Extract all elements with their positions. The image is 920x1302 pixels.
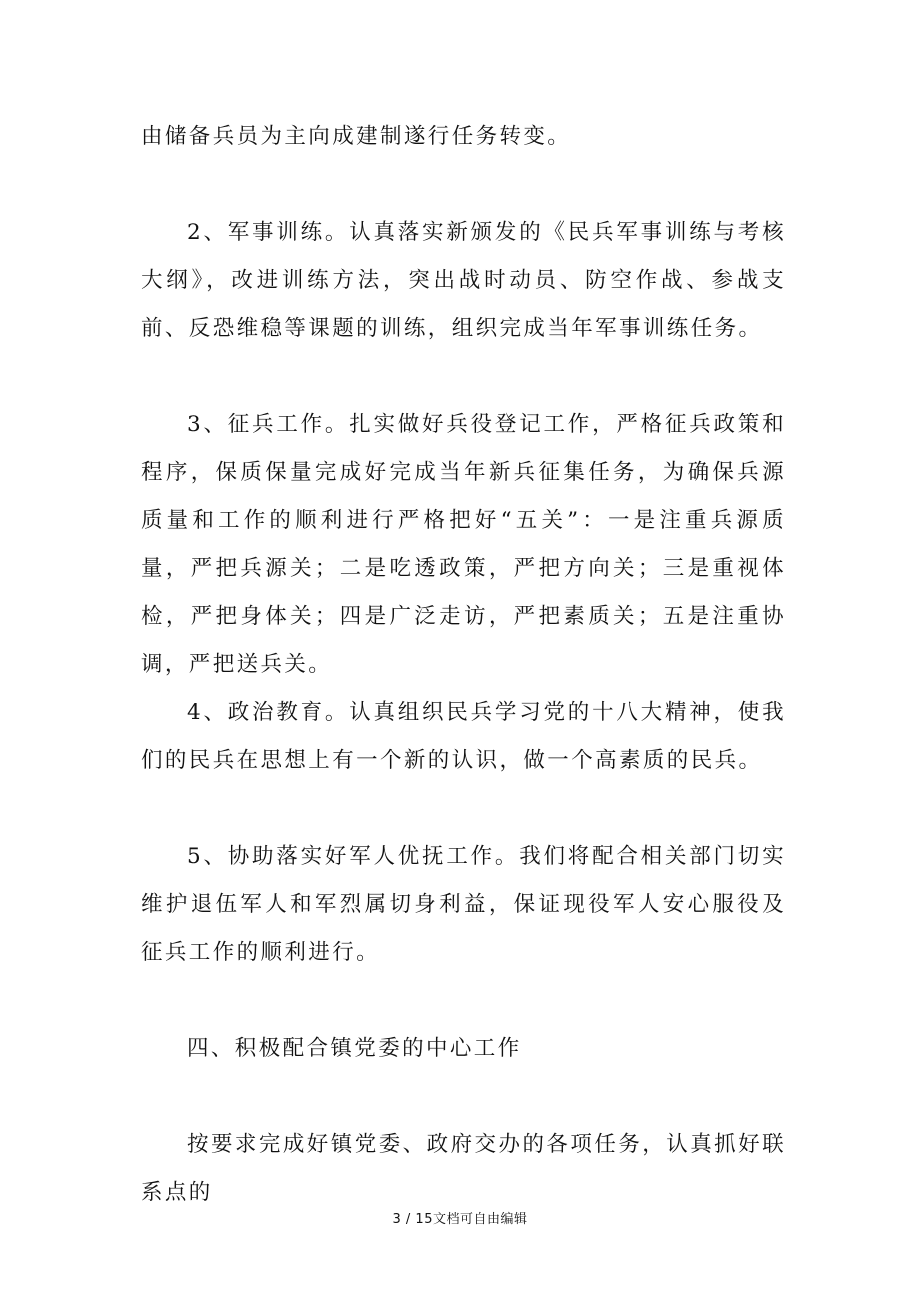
page-footer: 3 / 15文档可自由编辑 [392, 1212, 528, 1227]
paragraph-military-training: 2、军事训练。认真落实新颁发的《民兵军事训练与考核大纲》，改进训练方法，突出战时动员、防空作战、参战支前、反恐维稳等课题的训练，组织完成当年军事训练任务。 [141, 220, 786, 341]
paragraph-conscription: 3、征兵工作。扎实做好兵役登记工作，严格征兵政策和程序，保质保量完成好完成当年新兵征集任务，为确保兵源质量和工作的顺利进行严格把好“五关”：一是注重兵源质量，严把兵源关；二是吃透政策，严把方向关；三是重视体检，严把身体关；四是广泛走访，严把素质关；五是注重协调，严把送兵关。 [141, 412, 786, 677]
paragraph-party-tasks: 按要求完成好镇党委、政府交办的各项任务，认真抓好联系点的 [141, 1132, 786, 1205]
section-heading: 四、积极配合镇党委的中心工作 [187, 1036, 522, 1061]
paragraph-political-education: 4、政治教育。认真组织民兵学习党的十八大精神，使我们的民兵在思想上有一个新的认识，做一个高素质的民兵。 [141, 700, 786, 773]
paragraph-military-welfare: 5、协助落实好军人优抚工作。我们将配合相关部门切实维护退伍军人和军烈属切身利益，保证现役军人安心服役及征兵工作的顺利进行。 [141, 844, 786, 965]
paragraph-continuation: 由储备兵员为主向成建制遂行任务转变。 [141, 124, 572, 149]
